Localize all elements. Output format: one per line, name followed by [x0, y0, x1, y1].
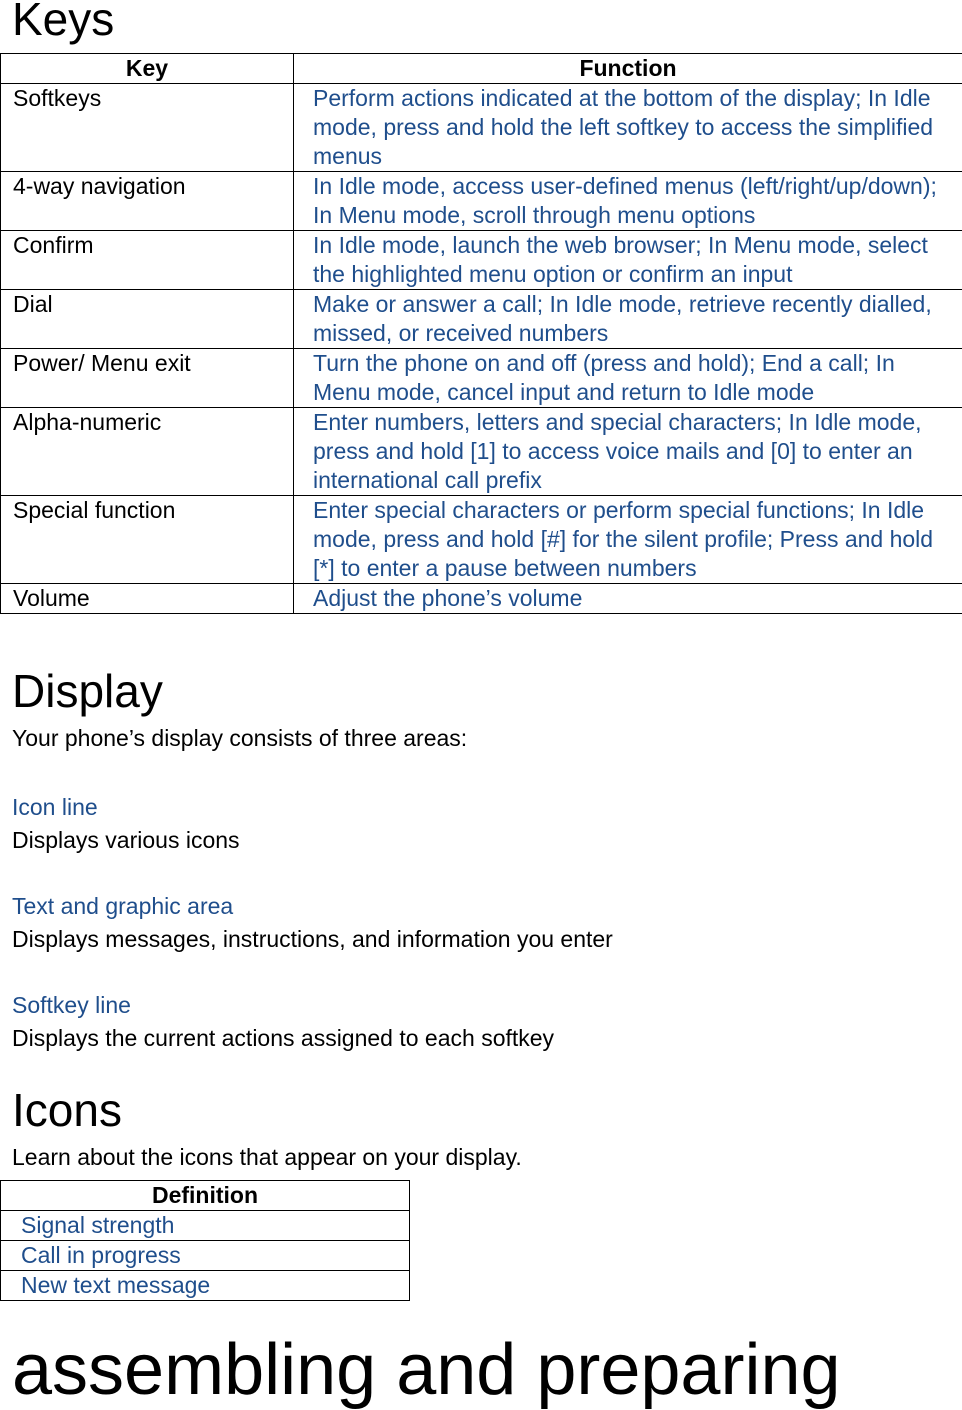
- function-cell: Adjust the phone’s volume: [294, 584, 962, 614]
- definition-cell: New text message: [1, 1271, 410, 1301]
- table-row: [1, 496, 962, 584]
- function-cell: Turn the phone on and off (press and hold); End a call; In Menu mode, cancel input and return to Idle mode: [294, 349, 962, 408]
- display-area-description: Displays various icons: [12, 826, 240, 854]
- key-cell: Softkeys: [1, 84, 294, 172]
- function-cell: In Idle mode, access user-defined menus (left/right/up/down); In Menu mode, scroll through menu options: [294, 172, 962, 231]
- definition-cell: Signal strength: [1, 1211, 410, 1241]
- table-row: [1, 584, 962, 614]
- function-cell: In Idle mode, launch the web browser; In Menu mode, select the highlighted menu option or confirm an input: [294, 231, 962, 290]
- table-row: [1, 231, 962, 290]
- function-cell: Perform actions indicated at the bottom of the display; In Idle mode, press and hold the left softkey to access the simplified menus: [294, 84, 962, 172]
- next-section-title: assembling and preparing: [12, 1330, 841, 1410]
- key-cell: Confirm: [1, 231, 294, 290]
- keys-table-header-row: [1, 54, 962, 84]
- key-column-header: Key: [1, 54, 294, 84]
- display-area-name: Softkey line: [12, 991, 131, 1019]
- icons-heading: Icons: [12, 1085, 122, 1135]
- display-area-description: Displays the current actions assigned to each softkey: [12, 1024, 554, 1052]
- key-cell: Dial: [1, 290, 294, 349]
- table-row: [1, 349, 962, 408]
- table-row: [1, 172, 962, 231]
- icons-table-header-row: [1, 1181, 410, 1211]
- table-row: [1, 408, 962, 496]
- keys-heading: Keys: [12, 0, 114, 44]
- key-cell: Power/ Menu exit: [1, 349, 294, 408]
- display-intro: Your phone’s display consists of three areas:: [12, 724, 467, 752]
- display-area-name: Text and graphic area: [12, 892, 233, 920]
- key-cell: Volume: [1, 584, 294, 614]
- table-row: [1, 1271, 410, 1301]
- key-cell: 4-way navigation: [1, 172, 294, 231]
- table-row: [1, 1241, 410, 1271]
- function-cell: Enter special characters or perform special functions; In Idle mode, press and hold [#] for the silent profile; Press and hold [*] to enter a pause between numbers: [294, 496, 962, 584]
- key-cell: Special function: [1, 496, 294, 584]
- definition-column-header: Definition: [1, 1181, 410, 1211]
- table-row: [1, 1211, 410, 1241]
- display-heading: Display: [12, 666, 163, 716]
- icons-table: [0, 1180, 410, 1301]
- definition-cell: Call in progress: [1, 1241, 410, 1271]
- icons-intro: Learn about the icons that appear on your display.: [12, 1143, 522, 1171]
- display-area-description: Displays messages, instructions, and information you enter: [12, 925, 613, 953]
- table-row: [1, 290, 962, 349]
- function-cell: Make or answer a call; In Idle mode, retrieve recently dialled, missed, or received numbers: [294, 290, 962, 349]
- function-column-header: Function: [294, 54, 962, 84]
- function-cell: Enter numbers, letters and special characters; In Idle mode, press and hold [1] to access voice mails and [0] to enter an international call prefix: [294, 408, 962, 496]
- table-row: [1, 84, 962, 172]
- display-area-name: Icon line: [12, 793, 98, 821]
- key-cell: Alpha-numeric: [1, 408, 294, 496]
- keys-table: [0, 53, 962, 614]
